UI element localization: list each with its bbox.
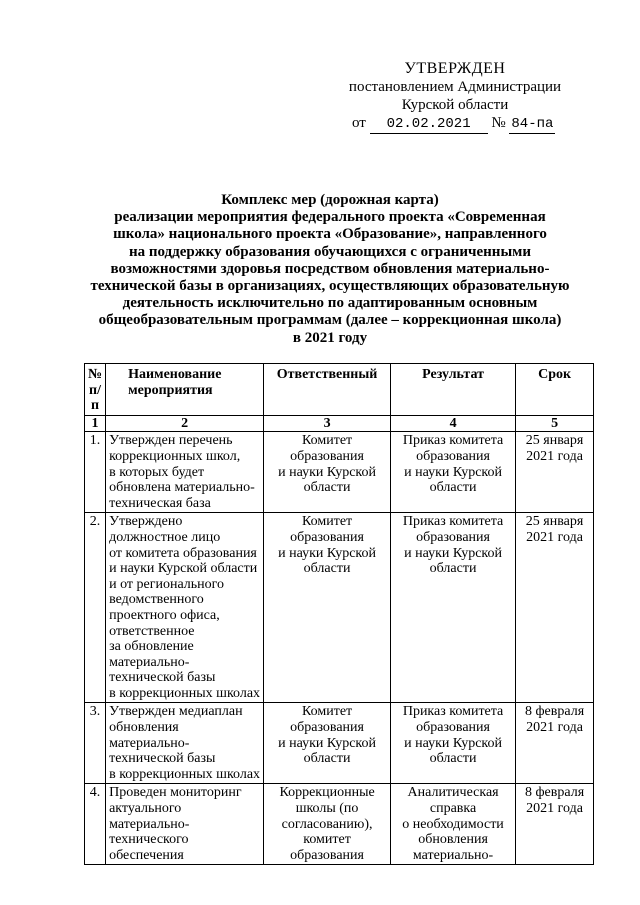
row-deadline bbox=[516, 784, 594, 865]
header-responsible: Ответственный bbox=[264, 364, 391, 416]
row-responsible-line: школы (по bbox=[295, 801, 359, 817]
row-responsible-line: комитет bbox=[303, 832, 351, 848]
header-name-line: Наименование bbox=[128, 367, 222, 382]
row-result bbox=[391, 784, 516, 865]
row-name bbox=[106, 784, 264, 865]
row-responsible-line: и науки Курской bbox=[278, 464, 376, 480]
row-name-line: проектного офиса, bbox=[109, 607, 220, 623]
title-line: Комплекс мер (дорожная карта) bbox=[221, 192, 439, 208]
row-name-line: Утвержден перечень bbox=[109, 433, 233, 449]
number-prefix: № bbox=[491, 115, 506, 131]
row-responsible-line: образования bbox=[290, 847, 364, 863]
row-name-line: технической базы bbox=[109, 751, 216, 767]
row-responsible-line: образования bbox=[290, 720, 364, 736]
row-name-line: должностное лицо bbox=[109, 529, 221, 545]
row-result-line: и науки Курской bbox=[404, 735, 502, 751]
row-name-line: в коррекционных школах bbox=[109, 685, 261, 701]
row-responsible-line: Комитет bbox=[301, 514, 353, 530]
title-line: общеобразовательным программам (далее – коррекционная школа) bbox=[98, 312, 562, 329]
approval-line-3: Курской области bbox=[401, 97, 509, 113]
row-result-line: и науки Курской bbox=[404, 464, 502, 480]
header-name bbox=[106, 364, 264, 416]
row-name-line: в коррекционных школах bbox=[109, 766, 261, 782]
table-row bbox=[85, 513, 594, 703]
row-name-line: ведомственного bbox=[109, 592, 204, 608]
row-responsible-line: области bbox=[303, 480, 351, 496]
row-deadline-line: 25 января bbox=[525, 433, 584, 449]
row-responsible-line: образования bbox=[290, 448, 364, 464]
approval-date: 02.02.2021 bbox=[370, 115, 488, 134]
row-name-line: материально- bbox=[109, 654, 190, 670]
row-num: 2. bbox=[85, 513, 106, 703]
approval-line-2: постановлением Администрации bbox=[348, 79, 562, 95]
row-name-line: актуального bbox=[109, 801, 182, 817]
column-index: 4 bbox=[391, 415, 516, 432]
table-header-row bbox=[85, 364, 594, 416]
row-deadline bbox=[516, 703, 594, 784]
row-num: 4. bbox=[85, 784, 106, 865]
row-deadline-line: 8 февраля bbox=[524, 704, 585, 720]
row-result-line: и науки Курской bbox=[404, 545, 502, 561]
approval-date-line bbox=[340, 114, 570, 134]
row-responsible-line: области bbox=[303, 561, 351, 577]
header-result: Результат bbox=[391, 364, 516, 416]
header-num bbox=[85, 364, 106, 416]
row-result-line: образования bbox=[416, 529, 490, 545]
row-responsible bbox=[264, 784, 391, 865]
header-name-line: мероприятия bbox=[128, 382, 213, 398]
column-index: 3 bbox=[264, 415, 391, 432]
row-name-line: обновления bbox=[109, 720, 179, 736]
document-title bbox=[80, 192, 580, 347]
row-name-line: за обновление bbox=[109, 639, 194, 655]
date-prefix: от bbox=[352, 115, 366, 131]
header-num-line: № bbox=[88, 367, 103, 382]
table-row bbox=[85, 703, 594, 784]
row-name-line: технической базы bbox=[109, 670, 216, 686]
title-line: возможностями здоровья посредством обновления материально- bbox=[110, 260, 550, 277]
row-name-line: материально- bbox=[109, 735, 190, 751]
title-line: в 2021 году bbox=[292, 329, 368, 346]
table-row bbox=[85, 432, 594, 513]
row-responsible-line: Комитет bbox=[301, 704, 353, 720]
row-deadline-line: 2021 года bbox=[526, 801, 583, 817]
header-num-line: п/ bbox=[89, 382, 102, 398]
table-row bbox=[85, 784, 594, 865]
row-result-line: Приказ комитета bbox=[402, 433, 504, 449]
row-name-line: в которых будет bbox=[109, 464, 205, 480]
row-name-line: Проведен мониторинг bbox=[109, 785, 242, 801]
row-name-line: технического bbox=[109, 832, 189, 848]
row-deadline-line: 2021 года bbox=[526, 448, 583, 464]
column-index: 2 bbox=[106, 415, 264, 432]
row-result bbox=[391, 432, 516, 513]
row-responsible-line: Комитет bbox=[301, 433, 353, 449]
row-result-line: области bbox=[429, 480, 477, 496]
title-line: деятельность исключительно по адаптированным основным bbox=[122, 295, 538, 312]
title-line: школа» национального проекта «Образование», направленного bbox=[113, 226, 547, 243]
row-result-line: Аналитическая bbox=[407, 785, 499, 801]
row-result-line: образования bbox=[416, 720, 490, 736]
row-name-line: и науки Курской области bbox=[109, 561, 258, 577]
row-deadline-line: 2021 года bbox=[526, 720, 583, 736]
column-index-row bbox=[85, 415, 594, 432]
row-name-line: и от регионального bbox=[109, 576, 225, 592]
row-deadline-line: 8 февраля bbox=[524, 785, 585, 801]
row-name-line: обеспечения bbox=[109, 847, 184, 863]
row-num: 3. bbox=[85, 703, 106, 784]
row-responsible-line: области bbox=[303, 751, 351, 767]
row-result bbox=[391, 703, 516, 784]
row-name bbox=[106, 432, 264, 513]
header-num-line: п bbox=[91, 398, 100, 414]
row-deadline-line: 25 января bbox=[525, 514, 584, 530]
row-name-line: коррекционных школ, bbox=[109, 448, 241, 464]
row-name bbox=[106, 513, 264, 703]
row-num: 1. bbox=[85, 432, 106, 513]
title-line: на поддержку образования обучающихся с ограниченными bbox=[128, 243, 532, 260]
title-line: реализации мероприятия федерального проекта «Современная bbox=[114, 209, 546, 226]
row-result bbox=[391, 513, 516, 703]
row-responsible bbox=[264, 432, 391, 513]
approval-title: УТВЕРЖДЕН bbox=[404, 60, 506, 77]
row-deadline-line: 2021 года bbox=[526, 529, 583, 545]
row-responsible-line: и науки Курской bbox=[278, 545, 376, 561]
row-responsible-line: Коррекционные bbox=[279, 785, 375, 801]
row-name-line: от комитета образования bbox=[109, 545, 257, 561]
row-result-line: области bbox=[429, 751, 477, 767]
row-result-line: Приказ комитета bbox=[402, 704, 504, 720]
column-index: 5 bbox=[516, 415, 594, 432]
row-responsible-line: согласованию), bbox=[281, 816, 373, 832]
row-deadline bbox=[516, 513, 594, 703]
row-result-line: Приказ комитета bbox=[402, 514, 504, 530]
row-name-line: техническая база bbox=[109, 495, 211, 511]
row-responsible-line: образования bbox=[290, 529, 364, 545]
approval-block bbox=[340, 60, 570, 134]
header-deadline: Срок bbox=[516, 364, 594, 416]
row-name-line: Утверждено bbox=[109, 514, 183, 530]
row-deadline bbox=[516, 432, 594, 513]
row-name-line: Утвержден медиаплан bbox=[109, 704, 243, 720]
row-result-line: обновления bbox=[418, 832, 488, 848]
roadmap-table bbox=[84, 363, 594, 865]
approval-number: 84-па bbox=[511, 116, 554, 132]
row-name bbox=[106, 703, 264, 784]
row-name-line: обновлена материально- bbox=[109, 480, 255, 496]
row-result-line: о необходимости bbox=[402, 816, 504, 832]
row-result-line: справка bbox=[429, 801, 477, 817]
row-name-line: материально- bbox=[109, 816, 190, 832]
row-result-line: образования bbox=[416, 448, 490, 464]
row-result-line: материально- bbox=[412, 847, 494, 863]
title-line: технической базы в организациях, осуществляющих образовательную bbox=[90, 278, 570, 295]
row-responsible-line: и науки Курской bbox=[278, 735, 376, 751]
row-name-line: ответственное bbox=[109, 623, 195, 639]
column-index: 1 bbox=[85, 415, 106, 432]
row-responsible bbox=[264, 513, 391, 703]
row-responsible bbox=[264, 703, 391, 784]
row-result-line: области bbox=[429, 561, 477, 577]
